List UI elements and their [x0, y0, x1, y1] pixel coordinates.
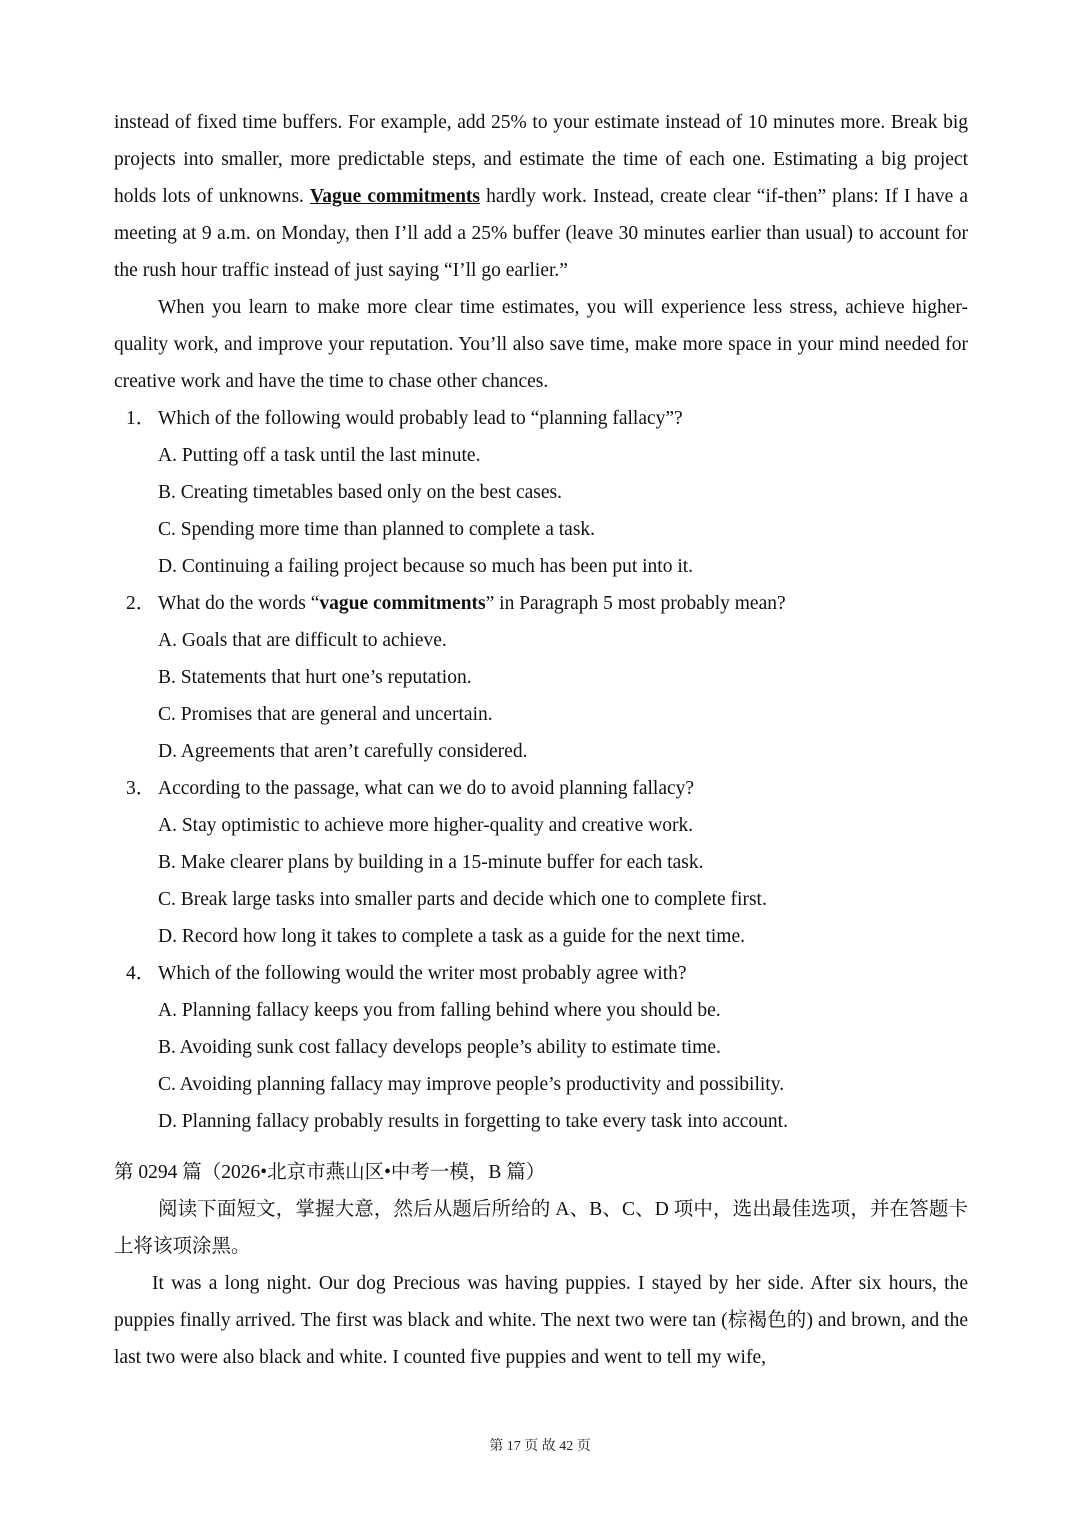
question-3: [114, 770, 968, 955]
question-stem: [114, 955, 968, 992]
question-1: [114, 400, 968, 585]
question-number: 3．: [126, 778, 156, 799]
story-paragraph: It was a long night. Our dog Precious was having puppies. I stayed by her side. After six hours, the puppies finally arrived. The first was black and white. The next two were tan (棕褐色的) and brown, and the last two were also black and white. I counted five puppies and went to tell my wife,: [114, 1273, 968, 1368]
question-stem: [114, 770, 968, 807]
option-a: A. Stay optimistic to achieve more higher-quality and creative work.: [158, 815, 694, 836]
question-number: 4．: [126, 963, 156, 984]
question-2: [114, 585, 968, 770]
option-b: B. Avoiding sunk cost fallacy develops people’s ability to estimate time.: [158, 1037, 721, 1058]
option-c: C. Break large tasks into smaller parts and decide which one to complete first.: [158, 889, 767, 910]
option-d: D. Agreements that aren’t carefully considered.: [158, 741, 528, 762]
section-title: 第 0294 篇（2026•北京市燕山区•中考一模，B 篇）: [114, 1162, 546, 1183]
option-c: C. Avoiding planning fallacy may improve people’s productivity and possibility.: [158, 1074, 785, 1095]
page-footer: 第 17 页 故 42 页: [489, 1439, 591, 1454]
passage-paragraph-1: [114, 104, 968, 289]
option-a: A. Planning fallacy keeps you from falling behind where you should be.: [158, 1000, 721, 1021]
option-b: B. Make clearer plans by building in a 15-minute buffer for each task.: [158, 852, 704, 873]
option-b: B. Creating timetables based only on the best cases.: [158, 482, 562, 503]
option-d: D. Planning fallacy probably results in forgetting to take every task into account.: [158, 1111, 788, 1132]
section-instruction: 阅读下面短文，掌握大意，然后从题后所给的 A、B、C、D 项中，选出最佳选项，并在答题卡上将该项涂黑。: [114, 1199, 968, 1257]
question-text: ” in Paragraph 5 most probably mean?: [485, 593, 786, 614]
question-stem: [114, 585, 968, 622]
question-text: Which of the following would probably lead to “planning fallacy”?: [158, 408, 683, 429]
option-a: A. Goals that are difficult to achieve.: [158, 630, 447, 651]
question-stem: [114, 400, 968, 437]
page-content: [114, 104, 968, 1376]
question-number: 1．: [126, 408, 156, 429]
passage-paragraph-2: When you learn to make more clear time estimates, you will experience less stress, achieve higher-quality work, and improve your reputation. You’ll also save time, make more space in your mind needed for creative work and have the time to chase other chances.: [114, 297, 968, 392]
option-b: B. Statements that hurt one’s reputation.: [158, 667, 472, 688]
question-text: According to the passage, what can we do to avoid planning fallacy?: [158, 778, 695, 799]
option-c: C. Promises that are general and uncertain.: [158, 704, 493, 725]
option-d: D. Continuing a failing project because so much has been put into it.: [158, 556, 694, 577]
question-text: Which of the following would the writer most probably agree with?: [158, 963, 687, 984]
paragraph-text: hardly work. Instead, create clear “if-then” plans: If I have a meeting at 9 a.m. on Monday, then I’ll add a 25% buffer (leave 30 minutes earlier than usual) to account for the rush hour traffic instead of just saying “I’ll go earlier.”: [114, 186, 968, 281]
paragraph-text: instead of fixed time buffers. For example, add 25% to your estimate instead of 10 minutes more. Break big projects into smaller, more predictable steps, and estimate the time of each one. Estimating a big project holds lots of unknowns.: [114, 112, 968, 207]
underlined-phrase: Vague commitments: [310, 186, 481, 207]
question-4: [114, 955, 968, 1140]
option-d: D. Record how long it takes to complete a task as a guide for the next time.: [158, 926, 746, 947]
option-c: C. Spending more time than planned to complete a task.: [158, 519, 596, 540]
option-a: A. Putting off a task until the last minute.: [158, 445, 481, 466]
question-text: What do the words “: [158, 593, 320, 614]
question-number: 2．: [126, 593, 156, 614]
bold-phrase: vague commitments: [319, 593, 486, 614]
